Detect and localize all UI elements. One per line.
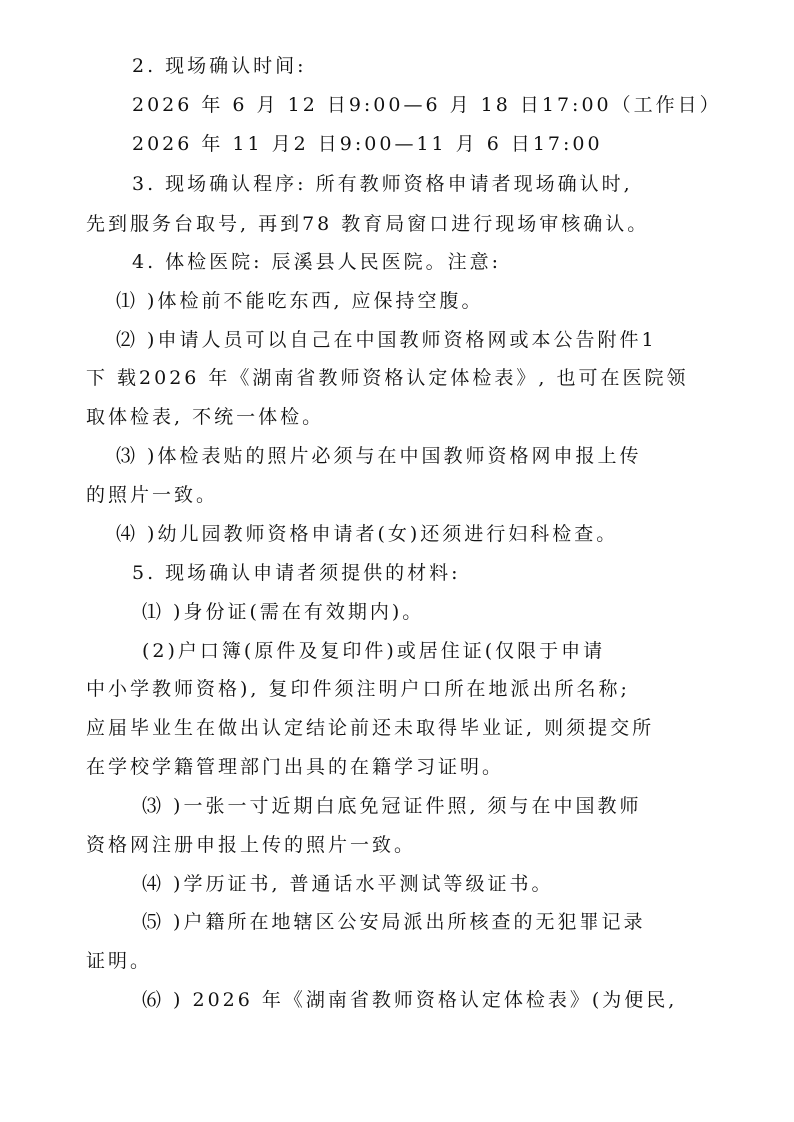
material-2: (2)户口簿(原件及复印件)或居住证(仅限于申请	[142, 640, 606, 662]
exam-note-4: ⑷ )幼儿园教师资格申请者(女)还须进行妇科检查。	[116, 523, 619, 545]
section-3-text: 先到服务台取号, 再到78 教育局窗口进行现场审核确认。	[86, 213, 650, 235]
material-2-cont-2: 应届毕业生在做出认定结论前还未取得毕业证, 则须提交所	[86, 717, 655, 739]
material-5: ⑸ )户籍所在地辖区公安局派出所核查的无犯罪记录	[142, 911, 646, 933]
material-3: ⑶ )一张一寸近期白底免冠证件照, 须与在中国教师	[142, 795, 642, 817]
section-4-heading: 4. 体检医院: 辰溪县人民医院。注意:	[132, 251, 502, 273]
exam-note-2-cont-2: 取体检表, 不统一体检。	[86, 406, 325, 428]
material-3-cont: 资格网注册申报上传的照片一致。	[86, 834, 417, 856]
confirmation-period-november: 2026 年 11 月2 日9:00—11 月 6 日17:00	[132, 133, 603, 155]
material-1: ⑴ )身份证(需在有效期内)。	[142, 601, 425, 623]
material-5-cont: 证明。	[86, 950, 153, 972]
material-2-cont-1: 中小学教师资格), 复印件须注明户口所在地派出所名称;	[86, 678, 630, 700]
exam-note-2-cont-1: 下 载2026 年《湖南省教师资格认定体检表》, 也可在医院领	[86, 367, 689, 389]
exam-note-2: ⑵ )申请人员可以自己在中国教师资格网或本公告附件1	[116, 329, 657, 351]
confirmation-period-june: 2026 年 6 月 12 日9:00—6 月 18 日17:00（工作日）	[132, 94, 722, 116]
exam-note-3: ⑶ )体检表贴的照片必须与在中国教师资格网申报上传	[116, 445, 642, 467]
material-2-cont-3: 在学校学籍管理部门出具的在籍学习证明。	[86, 756, 505, 778]
section-2-heading: 2. 现场确认时间:	[132, 55, 307, 77]
section-5-heading: 5. 现场确认申请者须提供的材料:	[132, 562, 461, 584]
exam-note-3-cont: 的照片一致。	[86, 484, 219, 506]
material-6: ⑹ ) 2026 年《湖南省教师资格认定体检表》(为便民,	[142, 989, 678, 1011]
section-3-heading: 3. 现场确认程序: 所有教师资格申请者现场确认时,	[132, 173, 633, 195]
exam-note-1: ⑴ )体检前不能吃东西, 应保持空腹。	[116, 290, 484, 312]
material-4: ⑷ )学历证书, 普通话水平测试等级证书。	[142, 873, 554, 895]
